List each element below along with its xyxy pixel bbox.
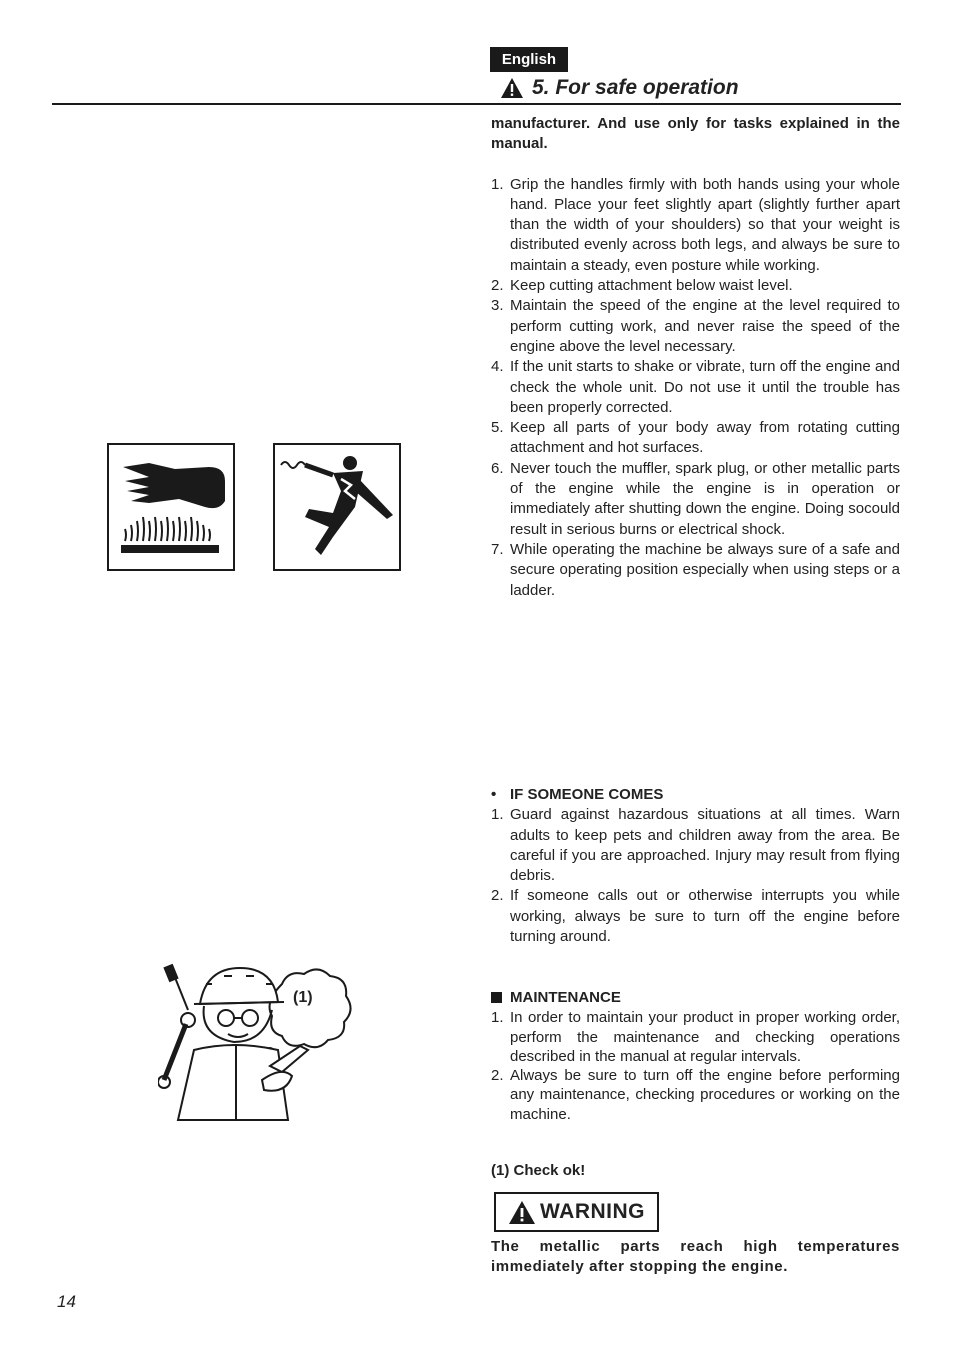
callout-label: (1) — [293, 989, 313, 1006]
list-item: 1. Guard against hazardous situations at all times. Warn adults to keep pets and children away from the area. Be careful if you are approached. Injury may result from flying debris. — [491, 806, 900, 885]
intro-text: manufacturer. And use only for tasks explained in the manual. — [491, 115, 900, 153]
operation-list — [491, 175, 900, 601]
someone-comes-heading: • IF SOMEONE COMES — [491, 785, 900, 805]
list-item: 5. Keep all parts of your body away from rotating cutting attachment and hot surfaces. — [491, 419, 900, 457]
mechanic-illustration — [158, 962, 358, 1130]
warning-triangle-icon — [500, 77, 524, 99]
list-item: 2. If someone calls out or otherwise interrupts you while working, always be sure to turn off the engine before turning around. — [491, 887, 900, 946]
section-title — [500, 74, 739, 102]
header-rule — [52, 103, 901, 105]
language-tag: English — [490, 47, 568, 72]
square-bullet-icon — [491, 992, 502, 1003]
maintenance-heading: MAINTENANCE — [491, 988, 900, 1008]
list-item: 1. Grip the handles firmly with both hands using your whole hand. Place your feet slightly apart (slightly further apart than the width of your shoulders) so that your weight is distributed evenly across both legs, and always be sure to maintain a steady, even posture while working. — [491, 175, 900, 274]
warning-label-box — [494, 1192, 659, 1232]
list-item: 2. Always be sure to turn off the engine before performing any maintenance, checking procedures or working on the machine. — [491, 1067, 900, 1123]
someone-comes-list — [491, 805, 900, 947]
list-item: 6. Never touch the muffler, spark plug, or other metallic parts of the engine while the engine is in operation or immediately after shutting down the engine. Doing socould result in serious burns or electrical shock. — [491, 459, 900, 538]
section-title-text: 5. For safe operation — [532, 76, 739, 99]
page-number: 14 — [57, 1292, 76, 1311]
electric-shock-icon — [273, 443, 401, 571]
someone-comes-block — [491, 785, 900, 947]
list-item: 7. While operating the machine be always sure of a safe and secure operating position especially when using steps or a ladder. — [491, 540, 900, 599]
list-item: 3. Maintain the speed of the engine at the level required to perform cutting work, and never raise the speed of the engine above the level necessary. — [491, 297, 900, 355]
list-item: 4. If the unit starts to shake or vibrate, turn off the engine and check the whole unit. Do not use it until the trouble has been properly corrected. — [491, 358, 900, 416]
maintenance-list — [491, 1008, 900, 1124]
warning-label: WARNING — [540, 1200, 645, 1223]
list-item: 1. In order to maintain your product in proper working order, perform the maintenance and checking operations described in the manual at regular intervals. — [491, 1009, 900, 1065]
bullet-mark: • — [491, 786, 497, 803]
operation-text-block — [491, 114, 900, 601]
warning-text: The metallic parts reach high temperatures immediately after stopping the engine. — [491, 1238, 900, 1276]
warning-triangle-icon — [508, 1200, 536, 1225]
hot-surface-hand-icon — [107, 443, 235, 571]
list-item: 2. Keep cutting attachment below waist level. — [491, 277, 793, 295]
maintenance-block — [491, 988, 900, 1124]
figure-caption: (1) Check ok! — [491, 1162, 586, 1179]
